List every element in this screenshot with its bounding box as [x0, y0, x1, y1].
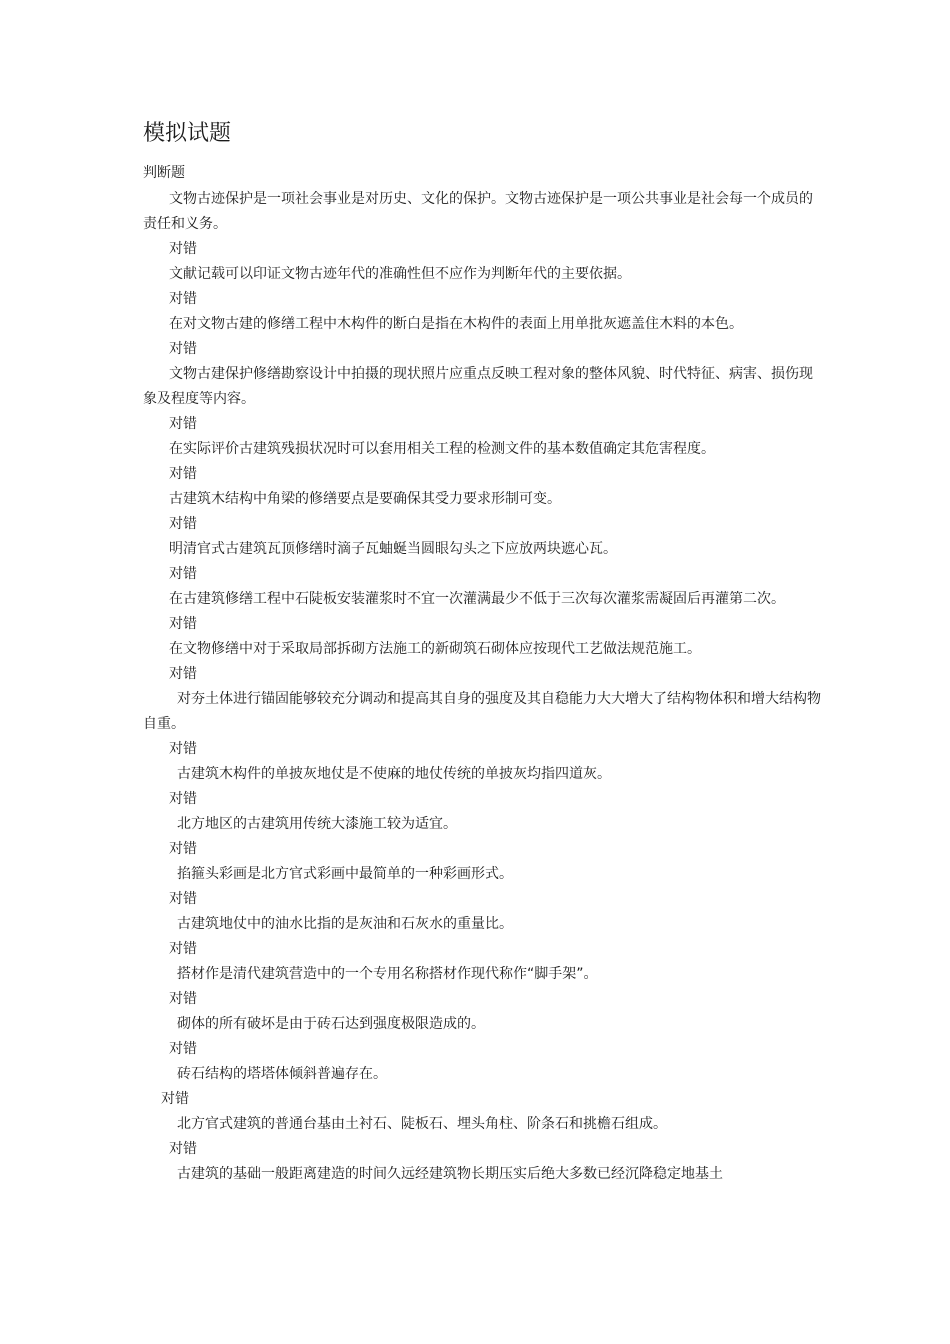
answer-options: 对错: [169, 991, 197, 1007]
answer-options: 对错: [169, 1141, 197, 1157]
question-item: [143, 637, 823, 687]
question-item: [143, 812, 823, 862]
question-text: 古建筑的基础一般距离建造的时间久远经建筑物长期压实后绝大多数已经沉降稳定地基土: [177, 1166, 723, 1182]
answer-options: 对错: [169, 666, 197, 682]
page-title: 模拟试题: [143, 121, 232, 146]
question-text: 古建筑地仗中的油水比指的是灰油和石灰水的重量比。: [177, 916, 513, 932]
question-item: [143, 537, 823, 587]
answer-options: 对错: [169, 241, 197, 257]
question-text: 掐箍头彩画是北方官式彩画中最简单的一种彩画形式。: [177, 866, 513, 882]
answer-options: 对错: [169, 741, 197, 757]
question-item: [143, 1062, 823, 1112]
question-item: [143, 1162, 823, 1187]
question-item: [143, 312, 823, 362]
question-text: 北方地区的古建筑用传统大漆施工较为适宜。: [177, 816, 457, 832]
question-text: 在对文物古建的修缮工程中木构件的断白是指在木构件的表面上用单批灰遮盖住木料的本色。: [169, 316, 743, 332]
question-item: [143, 862, 823, 912]
question-item: [143, 962, 823, 1012]
question-item: [143, 1112, 823, 1162]
question-text: 在实际评价古建筑残损状况时可以套用相关工程的检测文件的基本数值确定其危害程度。: [169, 441, 715, 457]
question-text: 砖石结构的塔塔体倾斜普遍存在。: [177, 1066, 387, 1082]
question-text: 古建筑木构件的单披灰地仗是不使麻的地仗传统的单披灰均指四道灰。: [177, 766, 611, 782]
answer-options: 对错: [169, 516, 197, 532]
question-text: 北方官式建筑的普通台基由土衬石、陡板石、埋头角柱、阶条石和挑檐石组成。: [177, 1116, 667, 1132]
answer-options: 对错: [161, 1091, 189, 1107]
answer-options: 对错: [169, 566, 197, 582]
question-text: 明清官式古建筑瓦顶修缮时滴子瓦蚰蜒当圆眼勾头之下应放两块遮心瓦。: [169, 541, 617, 557]
question-item: [143, 437, 823, 487]
answer-options: 对错: [169, 291, 197, 307]
answer-options: 对错: [169, 416, 197, 432]
answer-options: 对错: [169, 791, 197, 807]
question-item: [143, 687, 823, 762]
question-text: 文献记载可以印证文物古迹年代的准确性但不应作为判断年代的主要依据。: [169, 266, 631, 282]
question-text: 搭材作是清代建筑营造中的一个专用名称搭材作现代称作“脚手架”。: [177, 966, 598, 982]
question-list: [143, 187, 823, 1187]
section-heading: 判断题: [143, 165, 185, 181]
question-item: [143, 762, 823, 812]
question-item: [143, 262, 823, 312]
question-item: [143, 362, 823, 437]
question-item: [143, 487, 823, 537]
question-text: 文物古迹保护是一项社会事业是对历史、文化的保护。文物古迹保护是一项公共事业是社会每一个成员的责任和义务。: [143, 191, 813, 232]
question-item: [143, 1012, 823, 1062]
answer-options: 对错: [169, 891, 197, 907]
answer-options: 对错: [169, 341, 197, 357]
answer-options: 对错: [169, 616, 197, 632]
question-text: 文物古建保护修缮勘察设计中拍摄的现状照片应重点反映工程对象的整体风貌、时代特征、病害、损伤现象及程度等内容。: [143, 366, 813, 407]
answer-options: 对错: [169, 1041, 197, 1057]
answer-options: 对错: [169, 941, 197, 957]
question-item: [143, 187, 823, 262]
answer-options: 对错: [169, 841, 197, 857]
question-text: 在古建筑修缮工程中石陡板安装灌浆时不宜一次灌满最少不低于三次每次灌浆需凝固后再灌第二次。: [169, 591, 785, 607]
question-text: 在文物修缮中对于采取局部拆砌方法施工的新砌筑石砌体应按现代工艺做法规范施工。: [169, 641, 701, 657]
question-text: 古建筑木结构中角梁的修缮要点是要确保其受力要求形制可变。: [169, 491, 561, 507]
question-item: [143, 912, 823, 962]
question-text: 砌体的所有破坏是由于砖石达到强度极限造成的。: [177, 1016, 485, 1032]
answer-options: 对错: [169, 466, 197, 482]
question-item: [143, 587, 823, 637]
question-text: 对夯土体进行锚固能够较充分调动和提高其自身的强度及其自稳能力大大增大了结构物体积和增大结构物自重。: [143, 691, 821, 732]
